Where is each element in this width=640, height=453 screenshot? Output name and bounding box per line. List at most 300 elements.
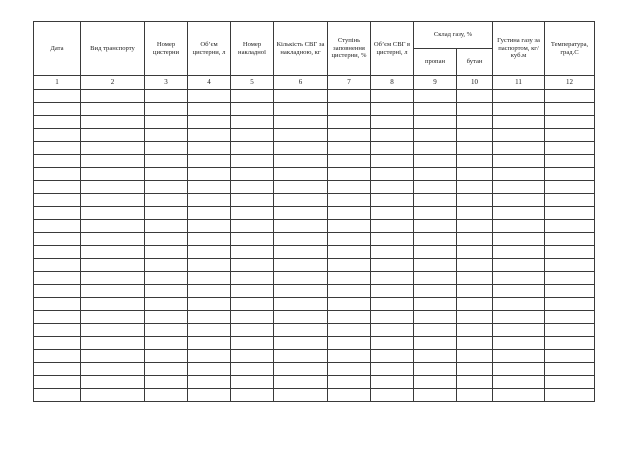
header-gas-composition: Склад газу, % [414,22,493,49]
log-entry-cell[interactable] [457,142,493,155]
log-entry-cell[interactable] [414,350,457,363]
log-entry-cell[interactable] [145,233,188,246]
log-entry-cell[interactable] [145,90,188,103]
log-entry-cell[interactable] [274,298,328,311]
log-entry-cell[interactable] [145,207,188,220]
log-entry-cell[interactable] [34,337,81,350]
log-entry-cell[interactable] [545,142,595,155]
log-entry-cell[interactable] [414,298,457,311]
log-entry-cell[interactable] [145,116,188,129]
log-entry-cell[interactable] [457,246,493,259]
log-entry-cell[interactable] [328,246,371,259]
log-entry-cell[interactable] [81,272,145,285]
log-entry-cell[interactable] [34,233,81,246]
log-entry-cell[interactable] [545,116,595,129]
log-entry-cell[interactable] [81,194,145,207]
log-entry-cell[interactable] [545,129,595,142]
log-entry-cell[interactable] [274,129,328,142]
log-entry-cell[interactable] [188,129,231,142]
log-entry-cell[interactable] [545,350,595,363]
log-entry-cell[interactable] [493,207,545,220]
log-entry-cell[interactable] [328,103,371,116]
log-entry-cell[interactable] [145,103,188,116]
log-entry-cell[interactable] [34,259,81,272]
log-entry-cell[interactable] [188,168,231,181]
log-entry-cell[interactable] [414,337,457,350]
log-entry-cell[interactable] [274,376,328,389]
log-entry-cell[interactable] [188,142,231,155]
log-entry-cell[interactable] [493,389,545,402]
log-entry-cell[interactable] [493,376,545,389]
log-entry-cell[interactable] [328,233,371,246]
log-entry-cell[interactable] [274,337,328,350]
log-entry-cell[interactable] [188,233,231,246]
log-entry-cell[interactable] [493,90,545,103]
log-entry-cell[interactable] [371,181,414,194]
log-entry-cell[interactable] [457,363,493,376]
log-entry-cell[interactable] [81,285,145,298]
log-entry-cell[interactable] [34,194,81,207]
log-entry-cell[interactable] [493,363,545,376]
log-entry-cell[interactable] [414,363,457,376]
log-entry-cell[interactable] [81,311,145,324]
log-entry-cell[interactable] [414,259,457,272]
log-entry-cell[interactable] [81,350,145,363]
log-entry-cell[interactable] [188,207,231,220]
log-entry-cell[interactable] [81,298,145,311]
log-entry-cell[interactable] [274,259,328,272]
log-entry-cell[interactable] [231,376,274,389]
log-entry-cell[interactable] [371,259,414,272]
log-entry-cell[interactable] [371,337,414,350]
log-entry-cell[interactable] [188,181,231,194]
log-entry-cell[interactable] [34,298,81,311]
log-entry-cell[interactable] [457,337,493,350]
log-entry-cell[interactable] [457,259,493,272]
log-entry-cell[interactable] [188,363,231,376]
log-entry-cell[interactable] [545,181,595,194]
log-entry-cell[interactable] [34,116,81,129]
log-entry-cell[interactable] [188,272,231,285]
log-entry-cell[interactable] [188,155,231,168]
log-entry-cell[interactable] [493,116,545,129]
log-entry-cell[interactable] [545,285,595,298]
log-entry-cell[interactable] [493,324,545,337]
log-entry-cell[interactable] [545,363,595,376]
log-entry-cell[interactable] [34,220,81,233]
log-entry-cell[interactable] [34,90,81,103]
log-entry-cell[interactable] [188,324,231,337]
log-entry-cell[interactable] [81,259,145,272]
log-entry-cell[interactable] [34,376,81,389]
log-entry-cell[interactable] [457,168,493,181]
log-entry-cell[interactable] [371,103,414,116]
log-entry-cell[interactable] [371,311,414,324]
log-entry-cell[interactable] [231,363,274,376]
log-entry-cell[interactable] [328,181,371,194]
log-entry-cell[interactable] [371,207,414,220]
log-entry-cell[interactable] [145,376,188,389]
log-entry-cell[interactable] [493,285,545,298]
log-entry-cell[interactable] [145,155,188,168]
log-entry-cell[interactable] [145,324,188,337]
log-entry-cell[interactable] [145,129,188,142]
log-entry-cell[interactable] [371,324,414,337]
log-entry-cell[interactable] [457,90,493,103]
log-entry-cell[interactable] [493,168,545,181]
log-entry-cell[interactable] [545,207,595,220]
log-entry-cell[interactable] [493,129,545,142]
log-entry-cell[interactable] [414,155,457,168]
log-entry-cell[interactable] [274,233,328,246]
log-entry-cell[interactable] [274,311,328,324]
log-entry-cell[interactable] [493,350,545,363]
log-entry-cell[interactable] [414,376,457,389]
log-entry-cell[interactable] [81,363,145,376]
log-entry-cell[interactable] [328,363,371,376]
log-entry-cell[interactable] [145,142,188,155]
log-entry-cell[interactable] [545,324,595,337]
log-entry-cell[interactable] [328,285,371,298]
log-entry-cell[interactable] [457,220,493,233]
log-entry-cell[interactable] [545,376,595,389]
log-entry-cell[interactable] [545,168,595,181]
log-entry-cell[interactable] [188,246,231,259]
log-entry-cell[interactable] [145,298,188,311]
log-entry-cell[interactable] [493,272,545,285]
log-entry-cell[interactable] [188,220,231,233]
log-entry-cell[interactable] [81,220,145,233]
log-entry-cell[interactable] [145,194,188,207]
log-entry-cell[interactable] [274,389,328,402]
log-entry-cell[interactable] [457,311,493,324]
log-entry-cell[interactable] [457,272,493,285]
log-entry-cell[interactable] [188,90,231,103]
log-entry-cell[interactable] [81,129,145,142]
log-entry-cell[interactable] [457,285,493,298]
log-entry-cell[interactable] [231,103,274,116]
log-entry-cell[interactable] [414,220,457,233]
log-entry-cell[interactable] [457,155,493,168]
log-entry-cell[interactable] [457,194,493,207]
log-entry-cell[interactable] [371,142,414,155]
log-entry-cell[interactable] [274,324,328,337]
log-entry-cell[interactable] [371,285,414,298]
log-entry-cell[interactable] [457,129,493,142]
log-entry-cell[interactable] [328,324,371,337]
log-entry-cell[interactable] [328,220,371,233]
log-entry-cell[interactable] [188,259,231,272]
log-entry-cell[interactable] [414,285,457,298]
log-entry-cell[interactable] [328,207,371,220]
log-entry-cell[interactable] [231,168,274,181]
log-entry-cell[interactable] [231,350,274,363]
log-entry-cell[interactable] [328,311,371,324]
log-entry-cell[interactable] [414,129,457,142]
log-entry-cell[interactable] [457,389,493,402]
log-entry-cell[interactable] [231,389,274,402]
log-entry-cell[interactable] [188,103,231,116]
column-number-row [34,76,595,90]
log-entry-cell[interactable] [34,168,81,181]
log-entry-cell[interactable] [274,363,328,376]
log-entry-cell[interactable] [545,194,595,207]
log-entry-cell[interactable] [414,272,457,285]
log-entry-cell[interactable] [231,220,274,233]
log-entry-cell[interactable] [145,168,188,181]
log-entry-cell[interactable] [274,116,328,129]
log-entry-cell[interactable] [328,129,371,142]
log-entry-cell[interactable] [231,233,274,246]
log-entry-cell[interactable] [328,116,371,129]
log-entry-cell[interactable] [493,103,545,116]
log-entry-cell[interactable] [231,90,274,103]
log-entry-cell[interactable] [145,363,188,376]
log-entry-cell[interactable] [231,246,274,259]
log-entry-cell[interactable] [371,129,414,142]
log-entry-cell[interactable] [81,376,145,389]
log-entry-cell[interactable] [231,129,274,142]
log-entry-cell[interactable] [493,337,545,350]
log-entry-cell[interactable] [493,155,545,168]
log-entry-cell[interactable] [81,324,145,337]
log-entry-cell[interactable] [188,194,231,207]
log-entry-cell[interactable] [188,337,231,350]
log-entry-cell[interactable] [81,181,145,194]
log-entry-cell[interactable] [493,181,545,194]
log-entry-cell[interactable] [231,311,274,324]
log-entry-cell[interactable] [328,298,371,311]
log-entry-cell[interactable] [371,220,414,233]
log-entry-cell[interactable] [457,207,493,220]
log-entry-row [34,155,595,168]
log-entry-cell[interactable] [414,389,457,402]
log-entry-cell[interactable] [371,116,414,129]
log-entry-cell[interactable] [414,311,457,324]
header-propane: пропан [414,49,457,76]
log-entry-cell[interactable] [145,220,188,233]
log-entry-cell[interactable] [328,337,371,350]
log-entry-cell[interactable] [274,207,328,220]
header-fill-degree: Ступінь заповнення цистерни, % [328,22,371,76]
log-entry-cell[interactable] [274,168,328,181]
log-entry-cell[interactable] [34,142,81,155]
log-entry-cell[interactable] [274,103,328,116]
log-entry-cell[interactable] [145,389,188,402]
log-entry-cell[interactable] [457,116,493,129]
log-entry-cell[interactable] [81,207,145,220]
log-entry-cell[interactable] [34,363,81,376]
log-entry-cell[interactable] [371,363,414,376]
column-number: 1 [34,76,81,90]
log-entry-cell[interactable] [188,298,231,311]
log-entry-cell[interactable] [493,233,545,246]
log-entry-cell[interactable] [414,324,457,337]
log-entry-cell[interactable] [231,142,274,155]
log-entry-cell[interactable] [328,272,371,285]
log-entry-cell[interactable] [274,90,328,103]
log-entry-cell[interactable] [457,181,493,194]
log-entry-cell[interactable] [34,350,81,363]
log-entry-cell[interactable] [414,246,457,259]
log-entry-cell[interactable] [414,116,457,129]
log-entry-cell[interactable] [328,168,371,181]
log-entry-cell[interactable] [81,116,145,129]
log-entry-cell[interactable] [371,350,414,363]
log-entry-cell[interactable] [457,298,493,311]
log-entry-cell[interactable] [371,194,414,207]
log-entry-row [34,194,595,207]
log-entry-cell[interactable] [457,324,493,337]
log-entry-cell[interactable] [145,181,188,194]
log-entry-cell[interactable] [414,142,457,155]
log-entry-cell[interactable] [371,272,414,285]
log-entry-cell[interactable] [545,220,595,233]
log-entry-cell[interactable] [231,298,274,311]
log-entry-cell[interactable] [34,246,81,259]
log-entry-cell[interactable] [34,272,81,285]
log-entry-cell[interactable] [545,155,595,168]
log-entry-cell[interactable] [274,181,328,194]
log-entry-cell[interactable] [145,337,188,350]
log-entry-cell[interactable] [231,194,274,207]
log-entry-cell[interactable] [457,376,493,389]
log-entry-cell[interactable] [371,155,414,168]
log-entry-cell[interactable] [371,233,414,246]
header-invoice-number: Номер накладної [231,22,274,76]
log-entry-cell[interactable] [328,142,371,155]
log-entry-cell[interactable] [371,389,414,402]
log-entry-cell[interactable] [545,389,595,402]
log-entry-cell[interactable] [493,298,545,311]
log-entry-cell[interactable] [274,155,328,168]
log-entry-cell[interactable] [81,142,145,155]
log-entry-cell[interactable] [545,90,595,103]
log-entry-cell[interactable] [414,181,457,194]
log-entry-cell[interactable] [81,103,145,116]
log-entry-cell[interactable] [231,155,274,168]
log-entry-cell[interactable] [414,207,457,220]
log-entry-cell[interactable] [81,233,145,246]
log-entry-cell[interactable] [414,233,457,246]
log-entry-cell[interactable] [414,194,457,207]
log-entry-cell[interactable] [81,155,145,168]
log-entry-cell[interactable] [545,311,595,324]
log-entry-cell[interactable] [545,337,595,350]
log-body [34,90,595,402]
log-entry-cell[interactable] [457,233,493,246]
log-entry-cell[interactable] [493,142,545,155]
log-entry-cell[interactable] [545,259,595,272]
log-entry-cell[interactable] [231,259,274,272]
log-entry-cell[interactable] [81,246,145,259]
log-entry-cell[interactable] [145,246,188,259]
log-entry-cell[interactable] [81,90,145,103]
log-entry-cell[interactable] [34,324,81,337]
log-entry-cell[interactable] [145,259,188,272]
log-entry-cell[interactable] [34,181,81,194]
log-entry-cell[interactable] [34,103,81,116]
log-entry-cell[interactable] [188,376,231,389]
log-entry-cell[interactable] [371,168,414,181]
log-entry-cell[interactable] [231,337,274,350]
log-entry-cell[interactable] [231,285,274,298]
log-entry-cell[interactable] [493,194,545,207]
log-entry-cell[interactable] [81,168,145,181]
log-entry-cell[interactable] [231,207,274,220]
log-entry-cell[interactable] [493,259,545,272]
log-entry-cell[interactable] [545,233,595,246]
log-entry-cell[interactable] [34,285,81,298]
log-entry-cell[interactable] [274,272,328,285]
log-entry-cell[interactable] [231,181,274,194]
log-entry-cell[interactable] [328,389,371,402]
log-entry-cell[interactable] [274,285,328,298]
log-entry-cell[interactable] [545,272,595,285]
log-entry-row [34,220,595,233]
log-entry-cell[interactable] [81,389,145,402]
log-entry-cell[interactable] [371,298,414,311]
log-entry-cell[interactable] [231,272,274,285]
log-entry-cell[interactable] [328,155,371,168]
log-entry-cell[interactable] [457,103,493,116]
log-entry-cell[interactable] [274,220,328,233]
log-entry-cell[interactable] [34,207,81,220]
log-entry-cell[interactable] [328,350,371,363]
log-entry-cell[interactable] [188,311,231,324]
log-entry-cell[interactable] [328,259,371,272]
log-entry-cell[interactable] [145,350,188,363]
log-entry-cell[interactable] [493,246,545,259]
log-entry-cell[interactable] [493,311,545,324]
log-entry-cell[interactable] [371,376,414,389]
log-entry-cell[interactable] [34,389,81,402]
log-entry-row [34,233,595,246]
log-entry-cell[interactable] [34,311,81,324]
log-entry-cell[interactable] [145,285,188,298]
log-entry-cell[interactable] [371,246,414,259]
log-entry-cell[interactable] [274,350,328,363]
log-entry-cell[interactable] [371,90,414,103]
log-entry-cell[interactable] [274,194,328,207]
log-entry-cell[interactable] [231,116,274,129]
log-entry-cell[interactable] [34,129,81,142]
log-entry-cell[interactable] [545,298,595,311]
log-entry-cell[interactable] [457,350,493,363]
log-entry-cell[interactable] [328,194,371,207]
log-entry-cell[interactable] [188,116,231,129]
log-entry-cell[interactable] [34,155,81,168]
header-lpg-volume: Об’єм СВГ в цистерні, л [371,22,414,76]
log-entry-cell[interactable] [545,246,595,259]
log-entry-cell[interactable] [145,272,188,285]
log-entry-cell[interactable] [274,246,328,259]
log-entry-cell[interactable] [493,220,545,233]
log-entry-cell[interactable] [274,142,328,155]
log-entry-cell[interactable] [545,103,595,116]
log-entry-cell[interactable] [328,376,371,389]
log-entry-cell[interactable] [81,337,145,350]
log-entry-cell[interactable] [414,90,457,103]
log-entry-cell[interactable] [328,90,371,103]
log-entry-cell[interactable] [414,168,457,181]
log-entry-cell[interactable] [145,311,188,324]
log-entry-cell[interactable] [188,350,231,363]
log-entry-cell[interactable] [414,103,457,116]
log-entry-cell[interactable] [188,285,231,298]
log-entry-cell[interactable] [231,324,274,337]
log-entry-cell[interactable] [188,389,231,402]
